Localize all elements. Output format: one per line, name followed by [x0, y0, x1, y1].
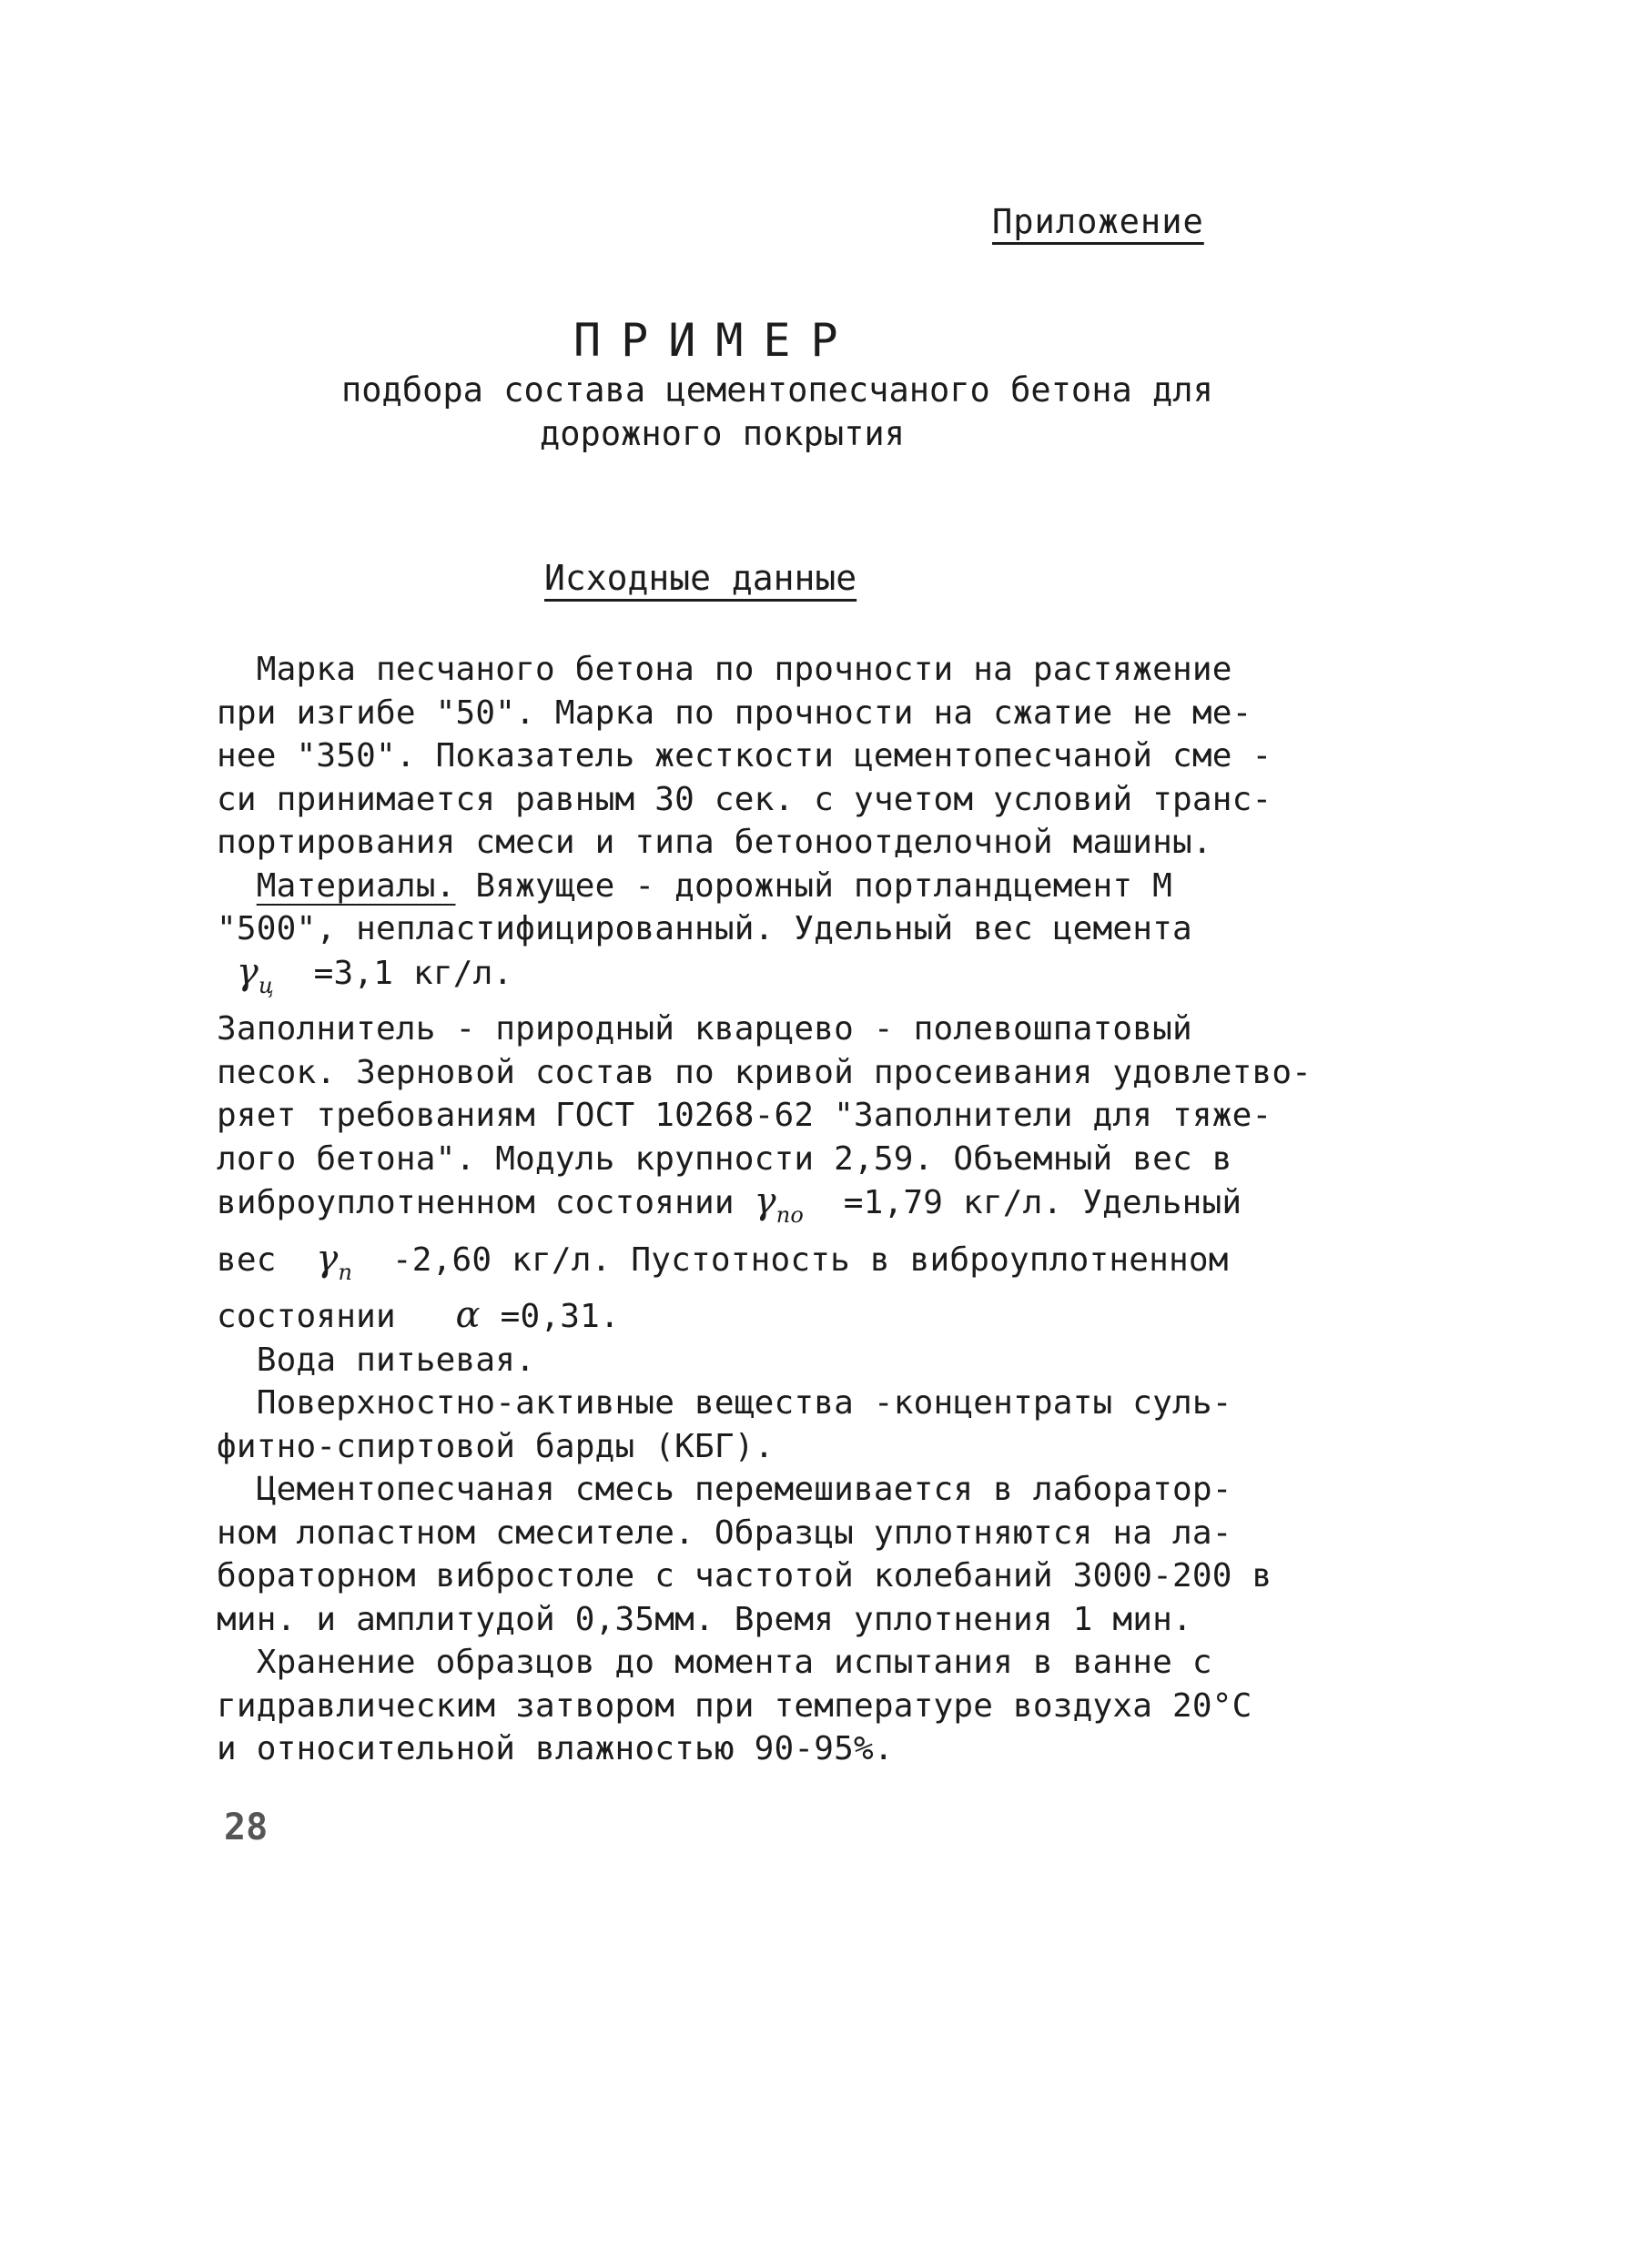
text-line: лого бетона". Модуль крупности 2,59. Объемный вес в: [217, 1139, 1232, 1178]
gamma-symbol: γ: [236, 950, 258, 993]
bulk-density-line: [217, 1180, 1436, 1238]
voidness-line: [217, 1294, 1436, 1339]
text-line: бораторном вибростоле с частотой колебаний 3000-200 в: [217, 1557, 1272, 1595]
subtitle-line-1: подбора состава цементопесчаного бетона для: [341, 370, 1213, 410]
materials-label: Материалы.: [256, 866, 456, 905]
subtitle-line-2: дорожного покрытия: [540, 414, 905, 453]
alpha-symbol: α: [455, 1294, 481, 1336]
cement-density-value: =3,1 кг/л.: [273, 954, 513, 992]
text-span: состоянии: [217, 1298, 456, 1335]
text-line: Хранение образцов до момента испытания в ванне с: [217, 1644, 1212, 1681]
text-span: =0,31.: [480, 1298, 620, 1335]
materials-line: [217, 865, 1436, 908]
body-text: [217, 648, 1436, 1771]
text-line: при изгибе "50". Марка по прочности на сжатие не ме-: [217, 694, 1252, 732]
text-line: и относительной влажностью 90-95%.: [217, 1730, 894, 1767]
text-line: Заполнитель - природный кварцево - полевошпатовый: [217, 1010, 1192, 1048]
text-line: ном лопастном смесителе. Образцы уплотняются на ла-: [217, 1514, 1232, 1552]
gamma-subscript: ц: [258, 972, 274, 998]
text-line: фитно-спиртовой барды (КБГ).: [217, 1427, 775, 1465]
specific-weight-line: [217, 1238, 1436, 1295]
text-line: Поверхностно-активные вещества -концентраты суль-: [217, 1384, 1232, 1422]
text-line: ряет требованиям ГОСТ 10268-62 "Заполнители для тяже-: [217, 1097, 1272, 1134]
materials-text: Вяжущее - дорожный портландцемент М: [455, 866, 1172, 905]
text-line: гидравлическим затвором при температуре воздуха 20°С: [217, 1686, 1252, 1725]
cement-density-line: [217, 951, 1436, 1008]
text-line: мин. и амплитудой 0,35мм. Время уплотнения 1 мин.: [217, 1600, 1192, 1638]
text-span: -2,60 кг/л. Пустотность в виброуплотненном: [352, 1240, 1229, 1279]
page-heading: ПРИМЕР: [573, 314, 858, 367]
page-subtitle: [341, 369, 1525, 456]
text-span: вес: [217, 1240, 317, 1279]
gamma-subscript: по: [775, 1202, 805, 1228]
text-line: Марка песчаного бетона по прочности на растяжение: [217, 651, 1232, 688]
gamma-symbol: γ: [316, 1237, 339, 1280]
text-line: песок. Зерновой состав по кривой просеивания удовлетво-: [217, 1053, 1313, 1091]
text-line: "500", непластифицированный. Удельный вес цемента: [217, 910, 1192, 947]
text-line: Вода питьевая.: [217, 1341, 535, 1379]
text-line: си принимается равным 30 сек. с учетом условий транс-: [217, 780, 1272, 818]
text-span: =1,79 кг/л. Удельный: [804, 1184, 1242, 1221]
text-span: виброуплотненном состоянии: [217, 1184, 755, 1221]
gamma-symbol: γ: [754, 1180, 776, 1222]
text-line: портирования смеси и типа бетоноотделочной машины.: [217, 824, 1212, 861]
text-line: нее "350". Показатель жесткости цементопесчаной сме -: [217, 737, 1272, 775]
page-number: 28: [224, 1807, 269, 1848]
section-title: Исходные данные: [544, 558, 857, 598]
appendix-label: Приложение: [992, 202, 1204, 241]
gamma-subscript: п: [338, 1259, 353, 1285]
text-line: Цементопесчаная смесь перемешивается в лаборатор-: [217, 1471, 1232, 1508]
